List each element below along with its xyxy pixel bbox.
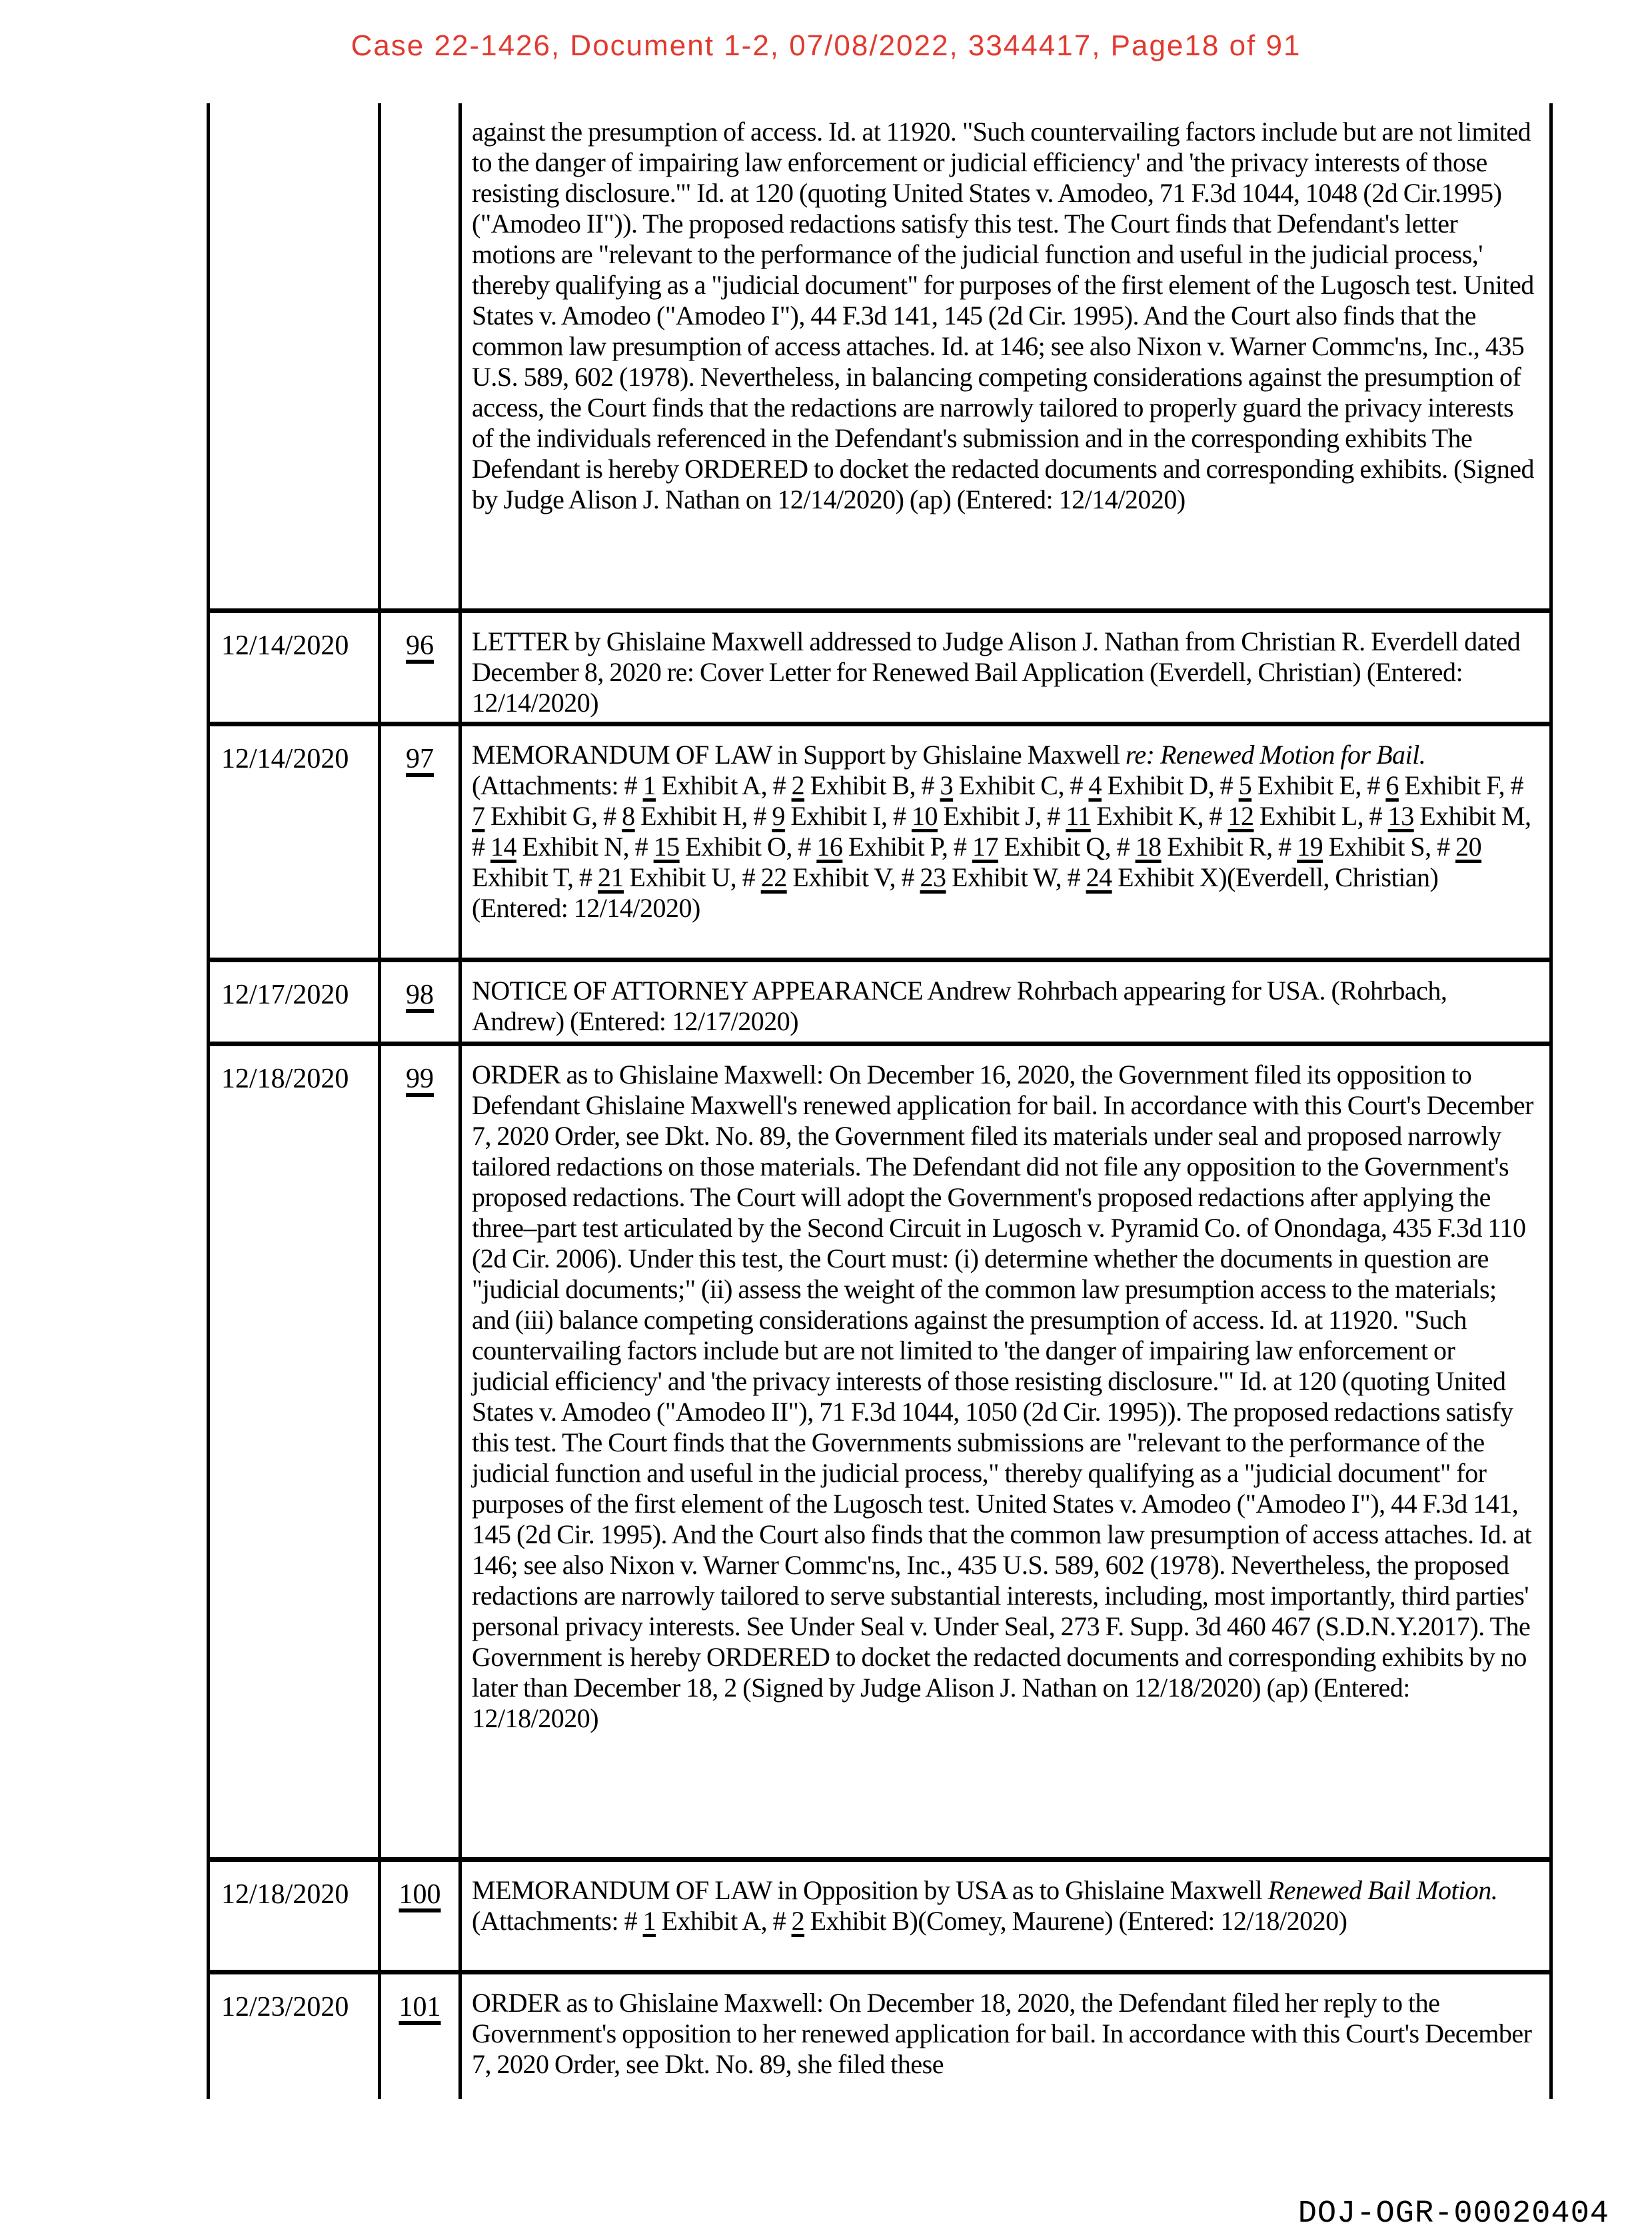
attachment-link[interactable]: 7 [472, 801, 485, 831]
entry-number-cell [381, 962, 462, 1042]
entry-number-link[interactable]: 100 [399, 1879, 441, 1910]
entry-date: 12/18/2020 [221, 1879, 349, 1910]
entry-number-cell [381, 1974, 462, 2099]
entry-text-cell [462, 1046, 1549, 1857]
entry-date: 12/18/2020 [221, 1064, 349, 1094]
document-title-italic: Renewed Bail Motion. [1267, 1875, 1498, 1905]
case-stamp-header: Case 22-1426, Document 1-2, 07/08/2022, 3344417, Page18 of 91 [351, 29, 1301, 62]
docket-entry-row [210, 608, 1549, 722]
attachment-link[interactable]: 14 [490, 832, 516, 862]
attachment-link[interactable]: 1 [642, 1906, 656, 1936]
entry-date: 12/14/2020 [221, 630, 349, 661]
docket-entry-row [210, 958, 1549, 1042]
attachment-link[interactable]: 13 [1387, 801, 1414, 831]
attachment-link[interactable]: 3 [940, 770, 954, 800]
attachment-link[interactable]: 6 [1385, 770, 1399, 800]
attachment-link[interactable]: 9 [772, 801, 785, 831]
attachment-link[interactable]: 5 [1238, 770, 1252, 800]
attachment-link[interactable]: 10 [911, 801, 938, 831]
entry-number-link[interactable]: 98 [406, 980, 434, 1010]
docket-entry-row [210, 103, 1549, 608]
entry-date-cell [210, 962, 381, 1042]
entry-text: ORDER as to Ghislaine Maxwell: On December 16, 2020, the Government filed its opposition to Defendant Ghislaine Maxwell's renewed application for bail. In accordance with this Court's December 7, 2020 Order, see Dkt. No. 89, the Government filed its materials under seal and proposed narrowly tailored redactions on those materials. The Defendant did not file any opposition to the Government's proposed redactions. The Court will adopt the Government's proposed redactions after applying the three–part test articulated by the Second Circuit in Lugosch v. Pyramid Co. of Onondaga, 435 F.3d 110 (2d Cir. 2006). Under this test, the Court must: (i) determine whether the documents in question are "judicial documents;" (ii) assess the weight of the common law presumption access to the materials; and (iii) balance competing considerations against the presumption of access. Id. at 11920. "Such countervailing factors include but are not limited to 'the danger of impairing law enforcement or judicial efficiency' and 'the privacy interests of those resisting disclosure.'" Id. at 120 (quoting United States v. Amodeo ("Amodeo II"), 71 F.3d 1044, 1050 (2d Cir. 1995)). The proposed redactions satisfy this test. The Court finds that the Governments submissions are "relevant to the performance of the judicial function and useful in the judicial process," thereby qualifying as a "judicial document" for purposes of the first element of the Lugosch test. United States v. Amodeo ("Amodeo I"), 44 F.3d 141, 145 (2d Cir. 1995). And the Court also finds that the common law presumption of access attaches. Id. at 146; see also Nixon v. Warner Commc'ns, Inc., 435 U.S. 589, 602 (1978). Nevertheless, the proposed redactions are narrowly tailored to serve substantial interests, including, most importantly, third parties' personal privacy interests. See Under Seal v. Under Seal, 273 F. Supp. 3d 460 467 (S.D.N.Y.2017). The Government is hereby ORDERED to docket the redacted documents and corresponding exhibits by no later than December 18, 2 (Signed by Judge Alison J. Nathan on 12/18/2020) (ap) (Entered: 12/18/2020) [472, 1060, 1533, 1733]
entry-date-cell [210, 103, 381, 608]
entry-text: against the presumption of access. Id. at 11920. "Such countervailing factors include but are not limited to the danger of impairing law enforcement or judicial efficiency' and 'the privacy interests of those resisting disclosure.'" Id. at 120 (quoting United States v. Amodeo, 71 F.3d 1044, 1048 (2d Cir.1995) ("Amodeo II")). The proposed redactions satisfy this test. The Court finds that Defendant's letter motions are "relevant to the performance of the judicial function and useful in the judicial process,' thereby qualifying as a "judicial document" for purposes of the first element of the Lugosch test. United States v. Amodeo ("Amodeo I"), 44 F.3d 141, 145 (2d Cir. 1995). And the Court also finds that the common law presumption of access attaches. Id. at 146; see also Nixon v. Warner Commc'ns, Inc., 435 U.S. 589, 602 (1978). Nevertheless, in balancing competing considerations against the presumption of access, the Court finds that the redactions are narrowly tailored to properly guard the privacy interests of the individuals referenced in the Defendant's submission and in the corresponding exhibits The Defendant is hereby ORDERED to docket the redacted documents and corresponding exhibits. (Signed by Judge Alison J. Nathan on 12/14/2020) (ap) (Entered: 12/14/2020) [472, 117, 1535, 514]
entry-date: 12/17/2020 [221, 980, 349, 1010]
attachment-link[interactable]: 20 [1455, 832, 1482, 862]
docket-entry-row [210, 1042, 1549, 1857]
entry-text: MEMORANDUM OF LAW in Opposition by USA as to Ghislaine Maxwell Renewed Bail Motion. (Attachments: # 1 Exhibit A, # 2 Exhibit B)(Comey, Maurene) (Entered: 12/18/2020) [472, 1875, 1498, 1936]
attachment-link[interactable]: 17 [972, 832, 998, 862]
attachment-link[interactable]: 18 [1135, 832, 1162, 862]
attachment-link[interactable]: 23 [920, 862, 946, 892]
entry-text-cell [462, 1974, 1549, 2099]
attachment-link[interactable]: 1 [642, 770, 656, 800]
entry-date-cell [210, 726, 381, 958]
entry-number-cell [381, 1046, 462, 1857]
docket-table [207, 103, 1553, 2099]
attachment-link[interactable]: 8 [622, 801, 635, 831]
attachment-link[interactable]: 24 [1086, 862, 1112, 892]
entry-text-cell [462, 1862, 1549, 1970]
entry-date: 12/14/2020 [221, 744, 349, 774]
entry-text-cell [462, 726, 1549, 958]
attachment-link[interactable]: 22 [760, 862, 787, 892]
attachment-link[interactable]: 21 [598, 862, 624, 892]
attachment-link[interactable]: 11 [1066, 801, 1091, 831]
attachment-link[interactable]: 12 [1228, 801, 1254, 831]
entry-text: LETTER by Ghislaine Maxwell addressed to Judge Alison J. Nathan from Christian R. Everdell dated December 8, 2020 re: Cover Letter for Renewed Bail Application (Everdell, Christian) (Entered: 12/14/2020) [472, 626, 1521, 718]
docket-entry-row [210, 1970, 1549, 2099]
entry-number-cell [381, 726, 462, 958]
entry-number-link[interactable]: 101 [399, 1992, 441, 2022]
entry-date-cell [210, 1974, 381, 2099]
entry-text: ORDER as to Ghislaine Maxwell: On December 18, 2020, the Defendant filed her reply to the Government's opposition to her renewed application for bail. In accordance with this Court's December 7, 2020 Order, see Dkt. No. 89, she filed these [472, 1988, 1532, 2079]
entry-number-cell [381, 613, 462, 722]
entry-date-cell [210, 1046, 381, 1857]
attachment-link[interactable]: 15 [653, 832, 680, 862]
entry-number-link[interactable]: 97 [406, 744, 434, 774]
entry-text: NOTICE OF ATTORNEY APPEARANCE Andrew Rohrbach appearing for USA. (Rohrbach, Andrew) (Entered: 12/17/2020) [472, 976, 1447, 1036]
entry-text-cell [462, 103, 1549, 608]
entry-text: MEMORANDUM OF LAW in Support by Ghislaine Maxwell re: Renewed Motion for Bail. (Attachments: # 1 Exhibit A, # 2 Exhibit B, # 3 Exhibit C, # 4 Exhibit D, # 5 Exhibit E, # 6 Exhibit F, # 7 Exhibit G, # 8 Exhibit H, # 9 Exhibit I, # 10 Exhibit J, # 11 Exhibit K, # 12 Exhibit L, # 13 Exhibit M, # 14 Exhibit N, # 15 Exhibit O, # 16 Exhibit P, # 17 Exhibit Q, # 18 Exhibit R, # 19 Exhibit S, # 20 Exhibit T, # 21 Exhibit U, # 22 Exhibit V, # 23 Exhibit W, # 24 Exhibit X)(Everdell, Christian) (Entered: 12/14/2020) [472, 740, 1531, 923]
entry-number-link[interactable]: 96 [406, 630, 434, 661]
attachment-link[interactable]: 19 [1297, 832, 1323, 862]
docket-entry-row [210, 1857, 1549, 1970]
entry-number-cell [381, 103, 462, 608]
entry-date-cell [210, 613, 381, 722]
bates-number: DOJ-OGR-00020404 [1297, 2196, 1609, 2232]
entry-date-cell [210, 1862, 381, 1970]
attachment-link[interactable]: 2 [791, 1906, 805, 1936]
attachment-link[interactable]: 16 [816, 832, 843, 862]
entry-date: 12/23/2020 [221, 1992, 349, 2022]
entry-number-cell [381, 1862, 462, 1970]
document-title-italic: re: Renewed Motion for Bail. [1125, 740, 1426, 770]
attachment-link[interactable]: 2 [791, 770, 805, 800]
attachment-link[interactable]: 4 [1088, 770, 1102, 800]
entry-text-cell [462, 962, 1549, 1042]
docket-entry-row [210, 722, 1549, 958]
entry-text-cell [462, 613, 1549, 722]
entry-number-link[interactable]: 99 [406, 1064, 434, 1094]
